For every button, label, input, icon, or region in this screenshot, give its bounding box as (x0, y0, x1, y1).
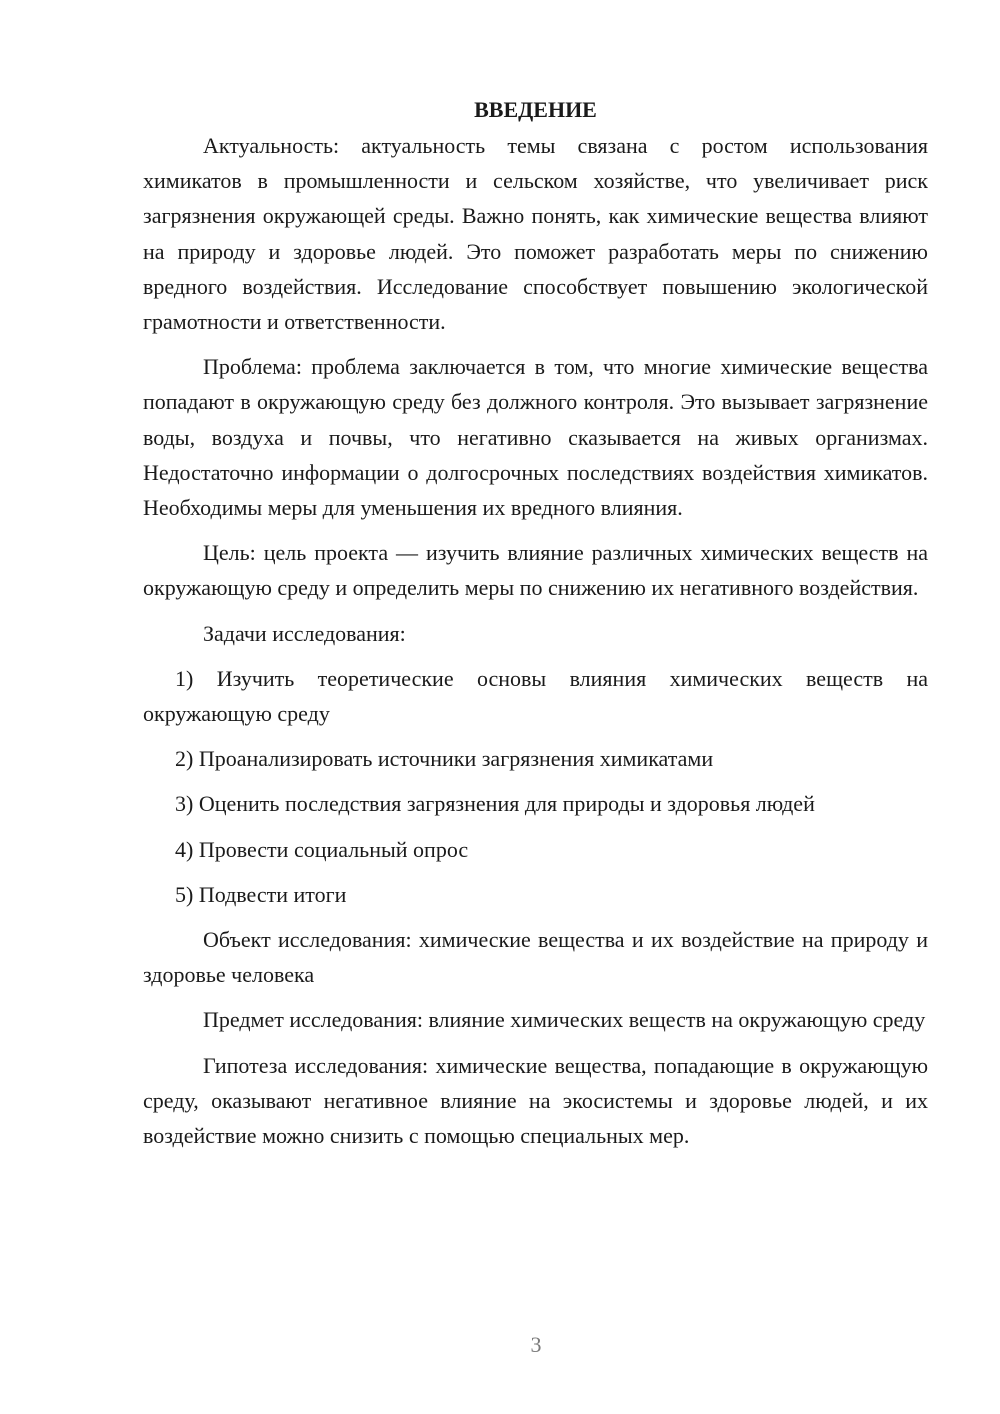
list-item: 4) Провести социальный опрос (175, 836, 469, 862)
goal-paragraph: Цель: цель проекта — изучить влияние различных химических веществ на окружающую среду и определить меры по снижению их негативного воздействия. (143, 540, 928, 601)
subject-paragraph: Предмет исследования: влияние химических веществ на окружающую среду (203, 1007, 926, 1033)
tasks-list (143, 661, 928, 912)
page-number: 3 (530, 1332, 542, 1357)
document-page (143, 92, 928, 1163)
list-item: 5) Подвести итоги (175, 881, 347, 907)
section-title: ВВЕДЕНИЕ (474, 97, 597, 122)
tasks-heading: Задачи исследования: (203, 620, 406, 646)
hypothesis-paragraph: Гипотеза исследования: химические вещества, попадающие в окружающую среду, оказывают негативное влияние на экосистемы и здоровье людей, и их воздействие можно снизить с помощью специальных мер. (143, 1052, 928, 1149)
list-item: 2) Проанализировать источники загрязнения химикатами (175, 746, 714, 772)
object-paragraph: Объект исследования: химические вещества и их воздействие на природу и здоровье человека (143, 927, 928, 988)
problem-paragraph: Проблема: проблема заключается в том, что многие химические вещества попадают в окружающую среду без должного контроля. Это вызывает загрязнение воды, воздуха и почвы, что негативно сказывается на живых организмах. Недостаточно информации о долгосрочных последствиях воздействия химикатов. Необходимы меры для уменьшения их вредного влияния. (143, 354, 928, 521)
list-item: 1) Изучить теоретические основы влияния химических веществ на окружающую среду (143, 665, 928, 727)
list-item: 3) Оценить последствия загрязнения для природы и здоровья людей (175, 791, 815, 817)
relevance-paragraph: Актуальность: актуальность темы связана с ростом использования химикатов в промышленности и сельском хозяйстве, что увеличивает риск загрязнения окружающей среды. Важно понять, как химические вещества влияют на природу и здоровье людей. Это поможет разработать меры по снижению вредного воздействия. Исследование способствует повышению экологической грамотности и ответственности. (143, 133, 928, 335)
